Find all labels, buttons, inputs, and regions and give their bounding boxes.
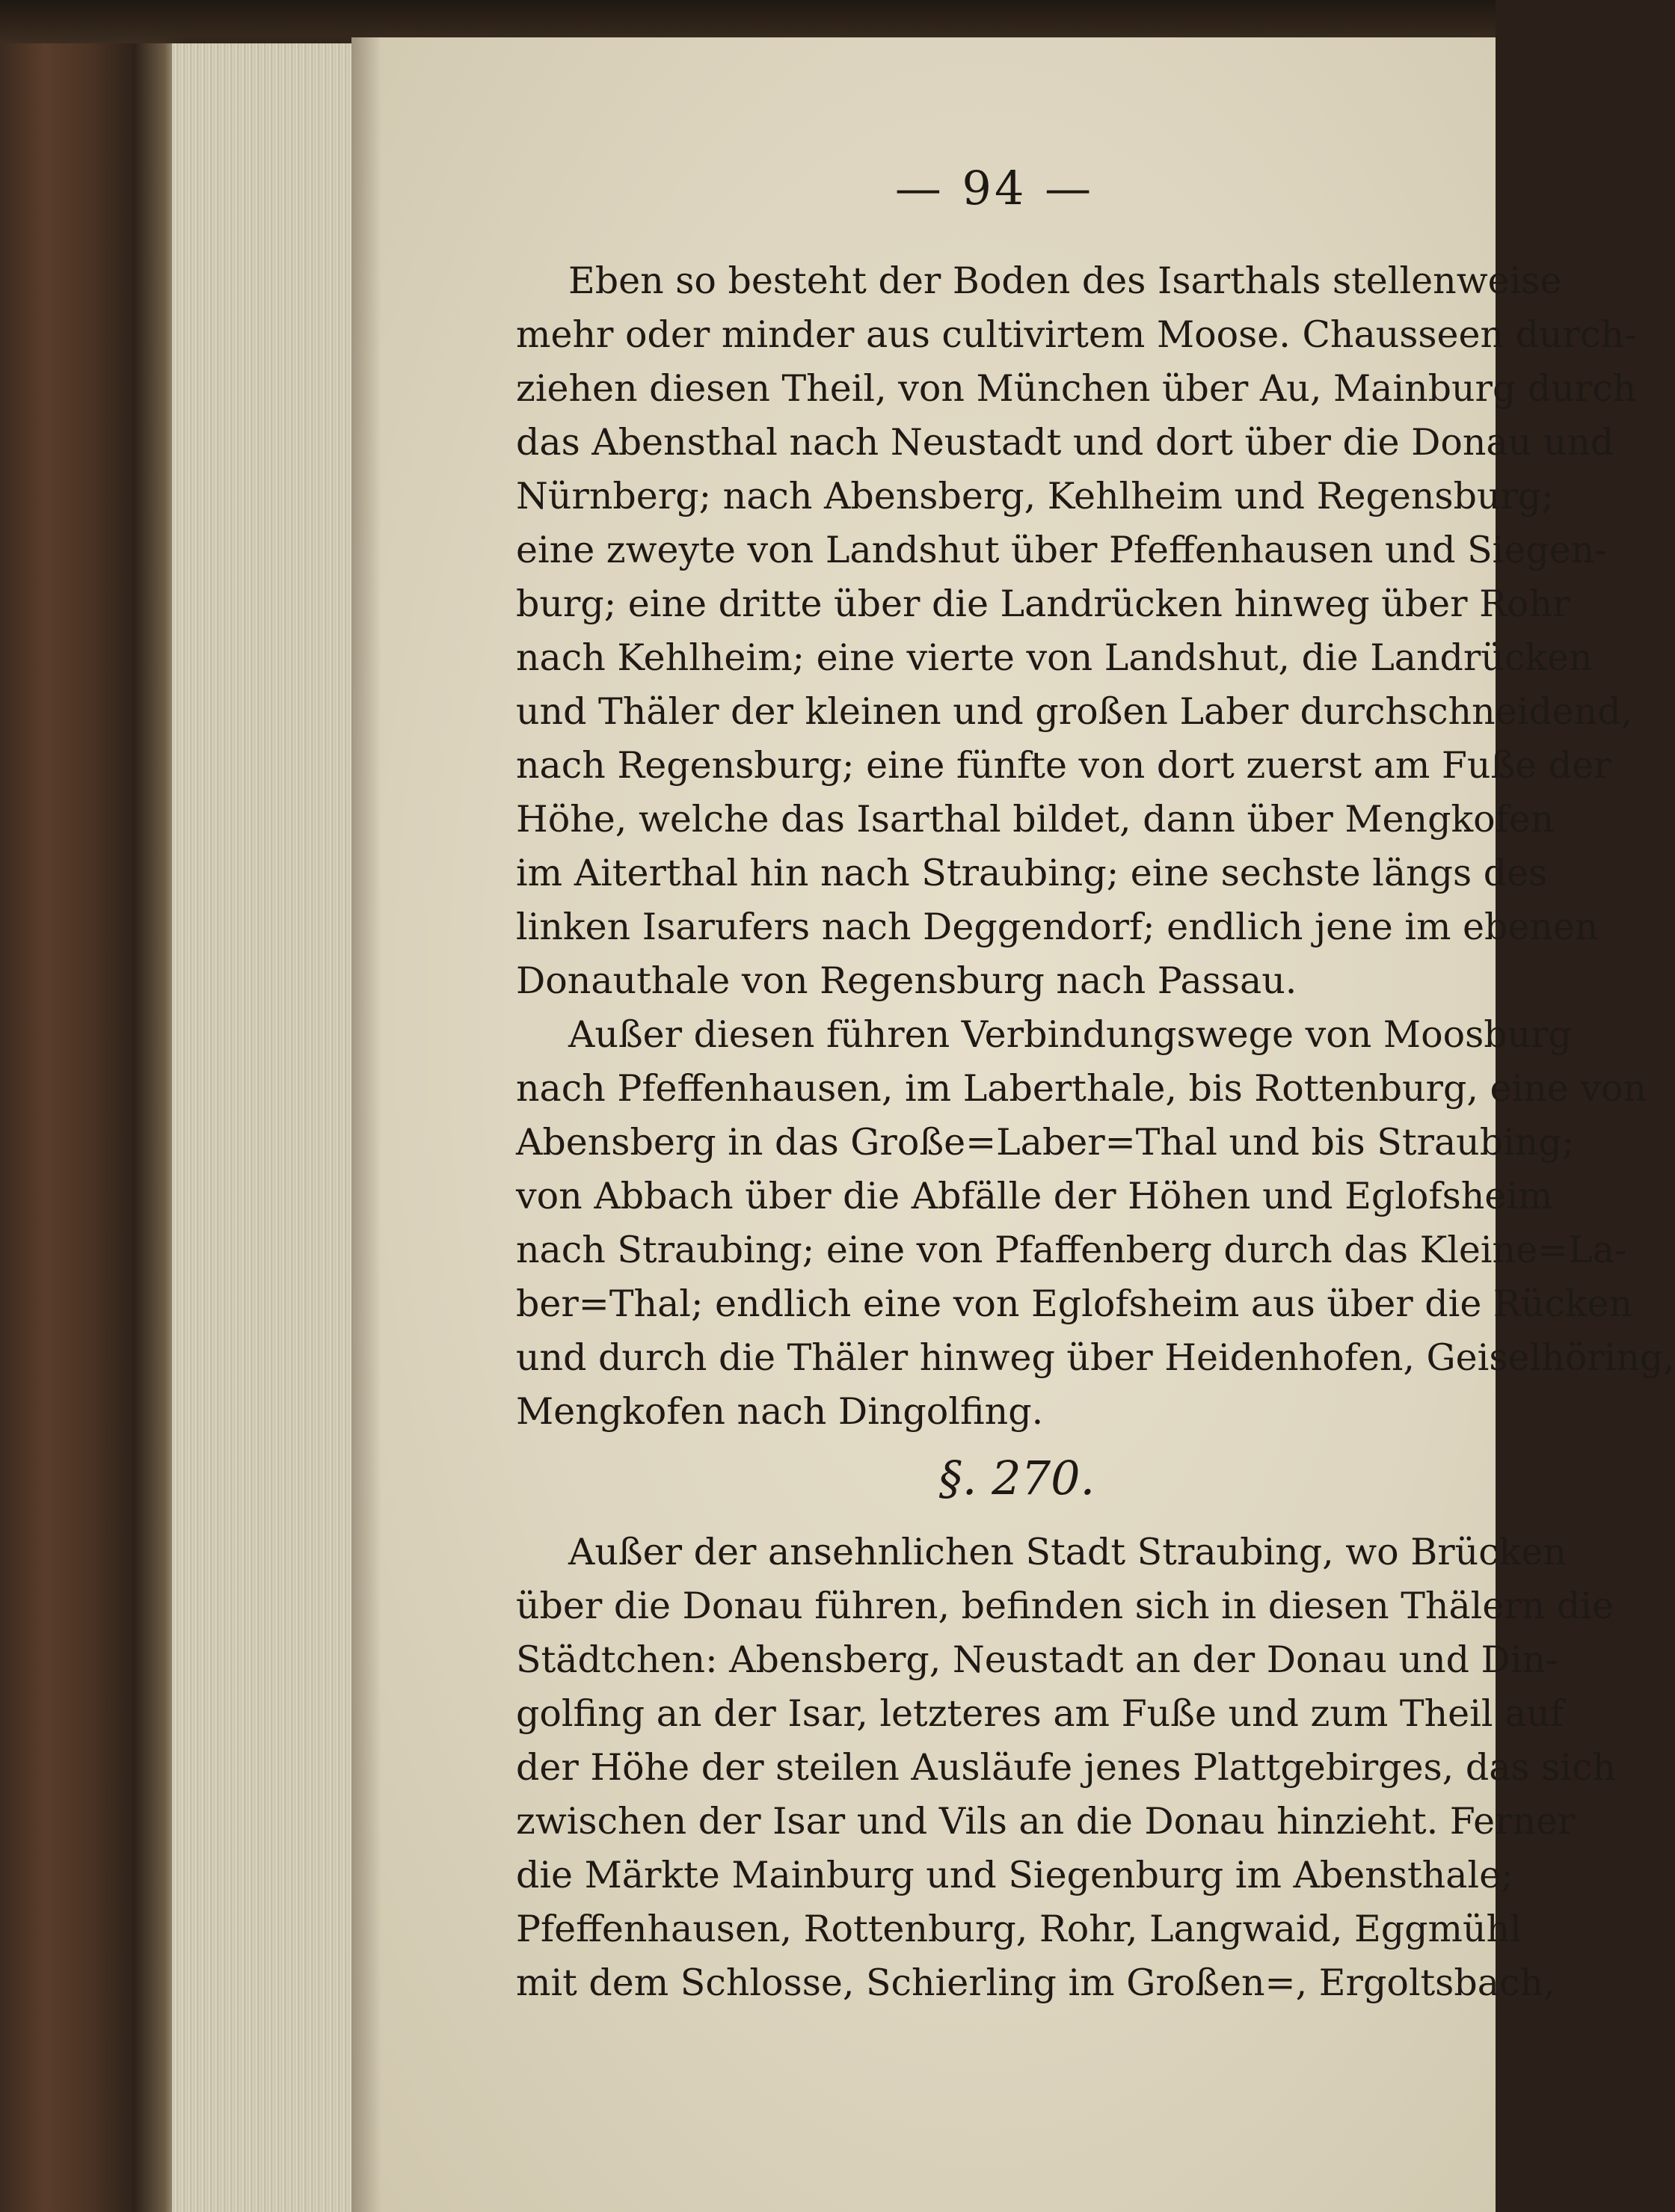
text-line: und Thäler der kleinen und großen Laber durchschneidend,: [516, 690, 1633, 733]
text-line: zwischen der Isar und Vils an die Donau hinzieht. Ferner: [516, 1800, 1576, 1843]
text-line: Abensberg in das Große=Laber=Thal und bis Straubing;: [516, 1121, 1575, 1164]
text-line: die Märkte Mainburg und Siegenburg im Abensthale;: [516, 1854, 1513, 1896]
page-block-edges: [172, 43, 355, 2212]
text-line: Mengkofen nach Dingolfing.: [516, 1390, 1044, 1433]
page-number: — 94 —: [894, 161, 1095, 215]
text-line: ber=Thal; endlich eine von Eglofsheim aus über die Rücken: [516, 1282, 1633, 1325]
text-line: golfing an der Isar, letzteres am Fuße und zum Theil auf: [516, 1692, 1564, 1735]
text-line: mehr oder minder aus cultivirtem Moose. Chausseen durch-: [516, 313, 1637, 356]
text-line: eine zweyte von Landshut über Pfeffenhausen und Siegen-: [516, 529, 1607, 571]
text-line: Pfeffenhausen, Rottenburg, Rohr, Langwaid, Eggmühl: [516, 1908, 1522, 1950]
text-line: Außer der ansehnlichen Stadt Straubing, wo Brücken: [568, 1531, 1567, 1573]
paragraph-1-block: [516, 254, 1675, 1439]
page-gutter-shadow: [351, 37, 381, 2212]
text-line: Außer diesen führen Verbindungswege von Moosburg: [568, 1013, 1572, 1056]
text-line: ziehen diesen Theil, von München über Au, Mainburg durch: [516, 367, 1637, 410]
text-line: Nürnberg; nach Abensberg, Kehlheim und Regensburg;: [516, 475, 1554, 517]
section-heading: §. 270.: [938, 1451, 1095, 1505]
text-line: linken Isarufers nach Deggendorf; endlich jene im ebenen: [516, 906, 1599, 948]
text-line: der Höhe der steilen Ausläufe jenes Plattgebirges, das sich: [516, 1746, 1616, 1789]
text-line: im Aiterthal hin nach Straubing; eine sechste längs des: [516, 852, 1548, 894]
text-line: mit dem Schlosse, Schierling im Großen=, Ergoltsbach,: [516, 1961, 1555, 2004]
text-line: nach Pfeffenhausen, im Laberthale, bis Rottenburg, eine von: [516, 1067, 1647, 1110]
text-line: nach Straubing; eine von Pfaffenberg durch das Kleine=La-: [516, 1229, 1627, 1271]
text-line: Donauthale von Regensburg nach Passau.: [516, 959, 1297, 1002]
text-line: Eben so besteht der Boden des Isarthals stellenweise: [568, 259, 1562, 302]
text-line: nach Regensburg; eine fünfte von dort zuerst am Fuße der: [516, 744, 1611, 787]
text-line: burg; eine dritte über die Landrücken hinweg über Rohr: [516, 583, 1570, 625]
text-line: das Abensthal nach Neustadt und dort über die Donau und: [516, 421, 1614, 464]
text-line: nach Kehlheim; eine vierte von Landshut, die Landrücken: [516, 636, 1593, 679]
text-line: über die Donau führen, befinden sich in diesen Thälern die: [516, 1585, 1614, 1627]
text-line: und durch die Thäler hinweg über Heidenhofen, Geiselhöring,: [516, 1336, 1675, 1379]
paragraph-3-block: [516, 1526, 1616, 2010]
text-line: Höhe, welche das Isarthal bildet, dann über Mengkofen: [516, 798, 1555, 841]
text-line: Städtchen: Abensberg, Neustadt an der Donau und Din-: [516, 1638, 1558, 1681]
text-line: von Abbach über die Abfälle der Höhen und Eglofsheim: [516, 1175, 1553, 1217]
